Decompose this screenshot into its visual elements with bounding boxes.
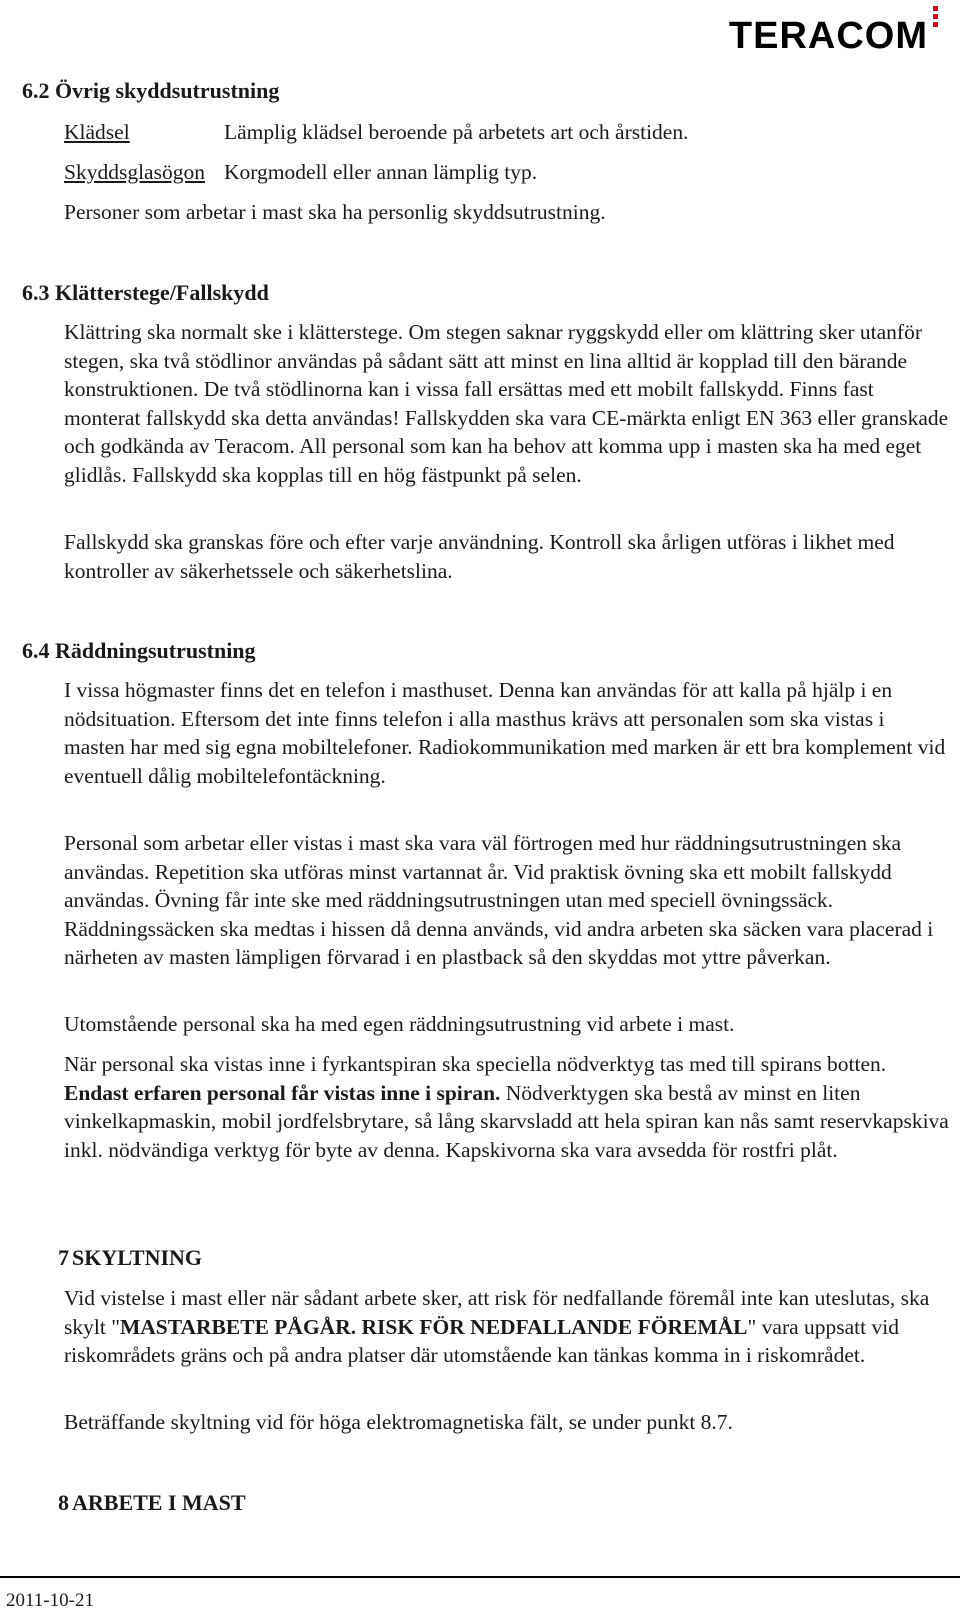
section-title: SKYLTNING [72, 1245, 203, 1270]
paragraph [64, 1050, 949, 1164]
paragraph: I vissa högmaster finns det en telefon i masthuset. Denna kan användas för att kalla på hjälp i en nödsituation. Eftersom det inte finns telefon i alla masthus krävs att personalen som ska vistas i masten har med sig egna mobiltelefoner. Radiokommunikation med marken är ett bra komplement vid eventuell dålig mobiltelefontäckning. [64, 678, 946, 788]
equipment-row [64, 118, 688, 146]
footer-divider [0, 1576, 960, 1578]
equipment-desc: Lämplig klädsel beroende på arbetets art och årstiden. [224, 120, 689, 144]
sign-text: MASTARBETE PÅGÅR. RISK FÖR NEDFALLANDE FÖREMÅL [119, 1314, 748, 1339]
logo-text: TERACOM [728, 15, 928, 57]
section-number: 8 [58, 1490, 69, 1515]
paragraph-text: Vid vistelse i mast eller när sådant arbete sker, att risk för nedfallande föremål inte kan uteslutas, ska skylt " [64, 1286, 930, 1339]
paragraph: Personal som arbetar eller vistas i mast ska vara väl förtrogen med hur räddningsutrustningen ska användas. Repetition ska utföras minst vartannat år. Vid praktisk övning ska ett mobilt fallskydd användas. Övning får inte ske med räddningsutrustningen utan med speciell övningssäck. Räddningssäcken ska medtas i hissen då denna används, vid andra arbeten ska säcken vara placerad i närheten av masten lämpligen förvarad i en plastback så den skyddas mot yttre påverkan. [64, 831, 934, 970]
heading-6-4: 6.4 Räddningsutrustning [22, 638, 256, 663]
heading-6-3: 6.3 Klätterstege/Fallskydd [22, 280, 269, 305]
teracom-dots-logo-icon [930, 4, 940, 34]
bold-warning: Endast erfaren personal får vistas inne i spiran. [64, 1080, 501, 1105]
equipment-row [64, 158, 537, 186]
paragraph-text: När personal ska vistas inne i fyrkantspiran ska speciella nödverktyg tas med till spirans botten. [64, 1052, 887, 1076]
paragraph-text: " vara uppsatt vid riskområdets gräns och på andra platser där utomstående kan tänkas komma in i riskområdet. [64, 1314, 899, 1368]
heading-6-2: 6.2 Övrig skyddsutrustning [22, 78, 280, 103]
teracom-logo [729, 16, 940, 56]
equipment-desc: Korgmodell eller annan lämplig typ. [224, 160, 538, 184]
paragraph: Klättring ska normalt ske i klätterstege. Om stegen saknar ryggskydd eller om klättring sker utanför stegen, ska två stödlinor användas på sådant sätt att minst en lina alltid är kopplad till den bärande konstruktionen. De två stödlinorna kan i vissa fall ersättas med ett mobilt fallskydd. Finns fast monterat fallskydd ska detta användas! Fallskydden ska vara CE-märkta enligt EN 363 eller granskade och godkända av Teracom. All personal som kan ha behov att komma upp i masten ska ha med eget glidlås. Fallskydd ska kopplas till en hög fästpunkt på selen. [64, 320, 949, 487]
equipment-term: Klädsel [64, 120, 130, 144]
paragraph-text: Nödverktygen ska bestå av minst en liten vinkelkapmaskin, mobil jordfelsbrytare, så lång skarvsladd att hela spiran kan nås samt reservkapskiva inkl. nödvändiga verktyg för byte av denna. Kapskivorna ska vara avsedda för rostfri plåt. [64, 1080, 949, 1162]
paragraph: Beträffande skyltning vid för höga elektromagnetiska fält, se under punkt 8.7. [64, 1410, 733, 1434]
equipment-term: Skyddsglasögon [64, 160, 205, 184]
section-title: ARBETE I MAST [72, 1490, 246, 1515]
section-number: 7 [58, 1245, 69, 1270]
paragraph [64, 1284, 949, 1370]
footer-date: 2011-10-21 [6, 1590, 94, 1611]
paragraph: Utomstående personal ska ha med egen räddningsutrustning vid arbete i mast. [64, 1012, 735, 1036]
paragraph: Personer som arbetar i mast ska ha personlig skyddsutrustning. [64, 200, 606, 224]
paragraph: Fallskydd ska granskas före och efter varje användning. Kontroll ska årligen utföras i likhet med kontroller av säkerhetssele och säkerhetslina. [64, 530, 895, 583]
